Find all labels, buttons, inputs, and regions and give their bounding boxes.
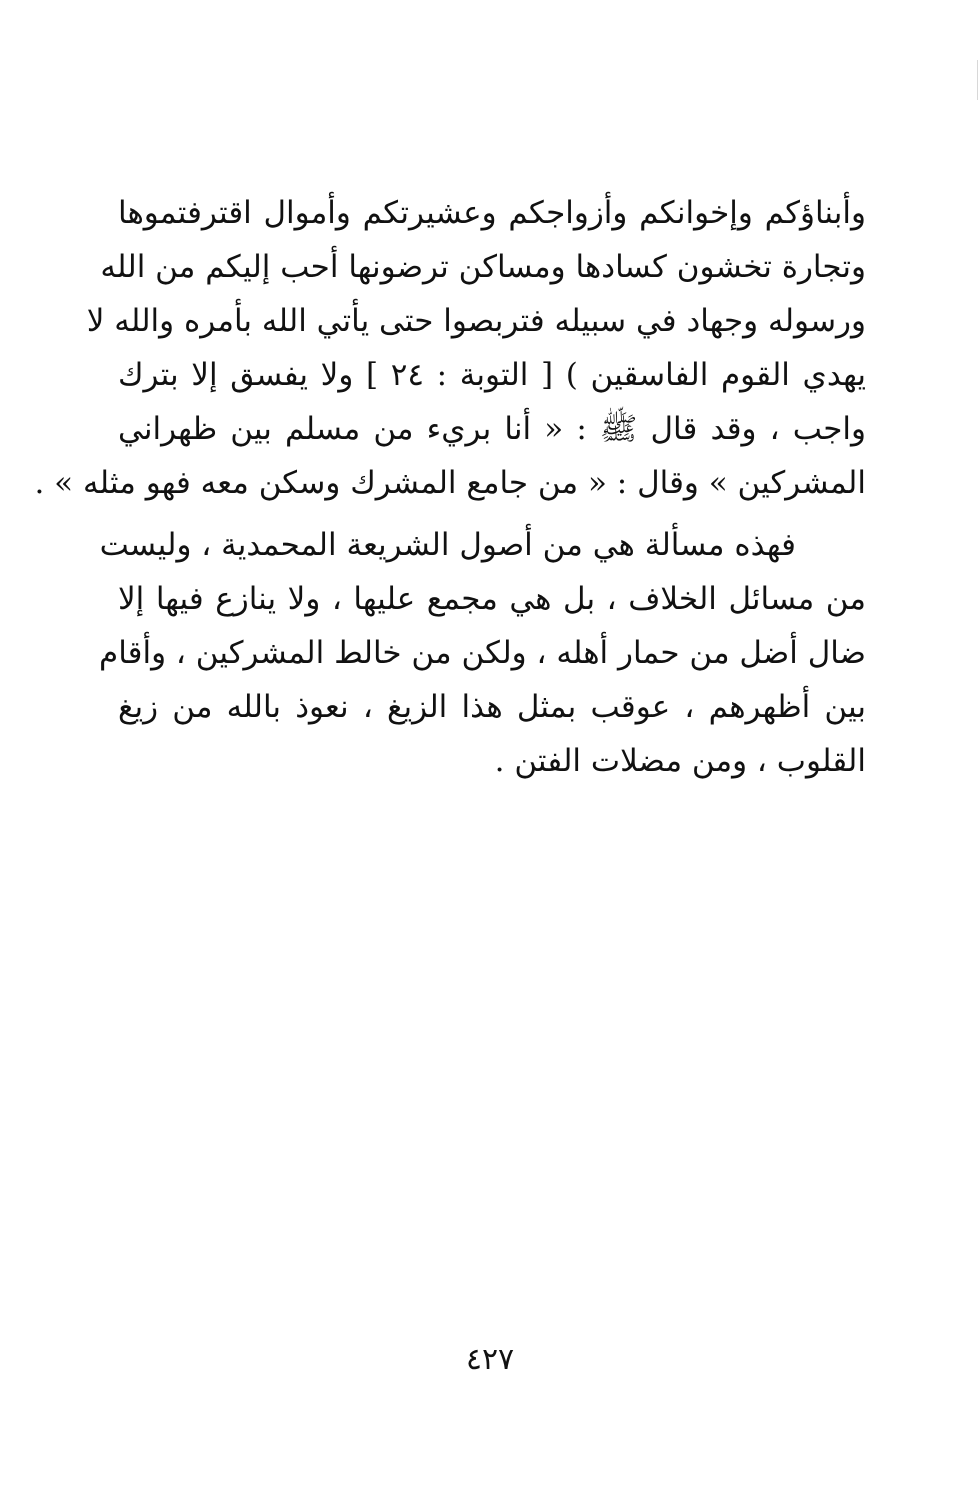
scan-edge-mark xyxy=(977,60,978,100)
text-line: واجب ، وقد قال ﷺ : « أنا بريء من مسلم بين ظهراني xyxy=(118,411,866,447)
text-line: من مسائل الخلاف ، بل هي مجمع عليها ، ولا ينازع فيها إلا xyxy=(118,581,866,617)
text-line: القلوب ، ومن مضلات الفتن . xyxy=(494,743,866,779)
page-number: ٤٢٧ xyxy=(465,1342,515,1377)
text-line: وتجارة تخشون كسادها ومساكن ترضونها أحب إليكم من الله xyxy=(100,249,866,285)
text-line: فهذه مسألة هي من أصول الشريعة المحمدية ، وليست xyxy=(99,527,796,563)
text-line: ضال أضل من حمار أهله ، ولكن من خالط المشركين ، وأقام xyxy=(99,635,866,671)
text-line: يهدي القوم الفاسقين ) [ التوبة : ٢٤ ] ولا يفسق إلا بترك xyxy=(118,357,867,393)
text-line: ورسوله وجهاد في سبيله فتربصوا حتى يأتي الله بأمره والله لا xyxy=(86,303,866,339)
text-line: وأبناؤكم وإخوانكم وأزواجكم وعشيرتكم وأموال اقترفتموها xyxy=(118,195,866,231)
text-line: بين أظهرهم ، عوقب بمثل هذا الزيغ ، نعوذ بالله من زيغ xyxy=(118,689,866,725)
paragraph-1 xyxy=(34,186,867,510)
paragraph-2 xyxy=(99,518,866,788)
text-line: المشركين » وقال : « من جامع المشرك وسكن معه فهو مثله » . xyxy=(34,465,866,501)
